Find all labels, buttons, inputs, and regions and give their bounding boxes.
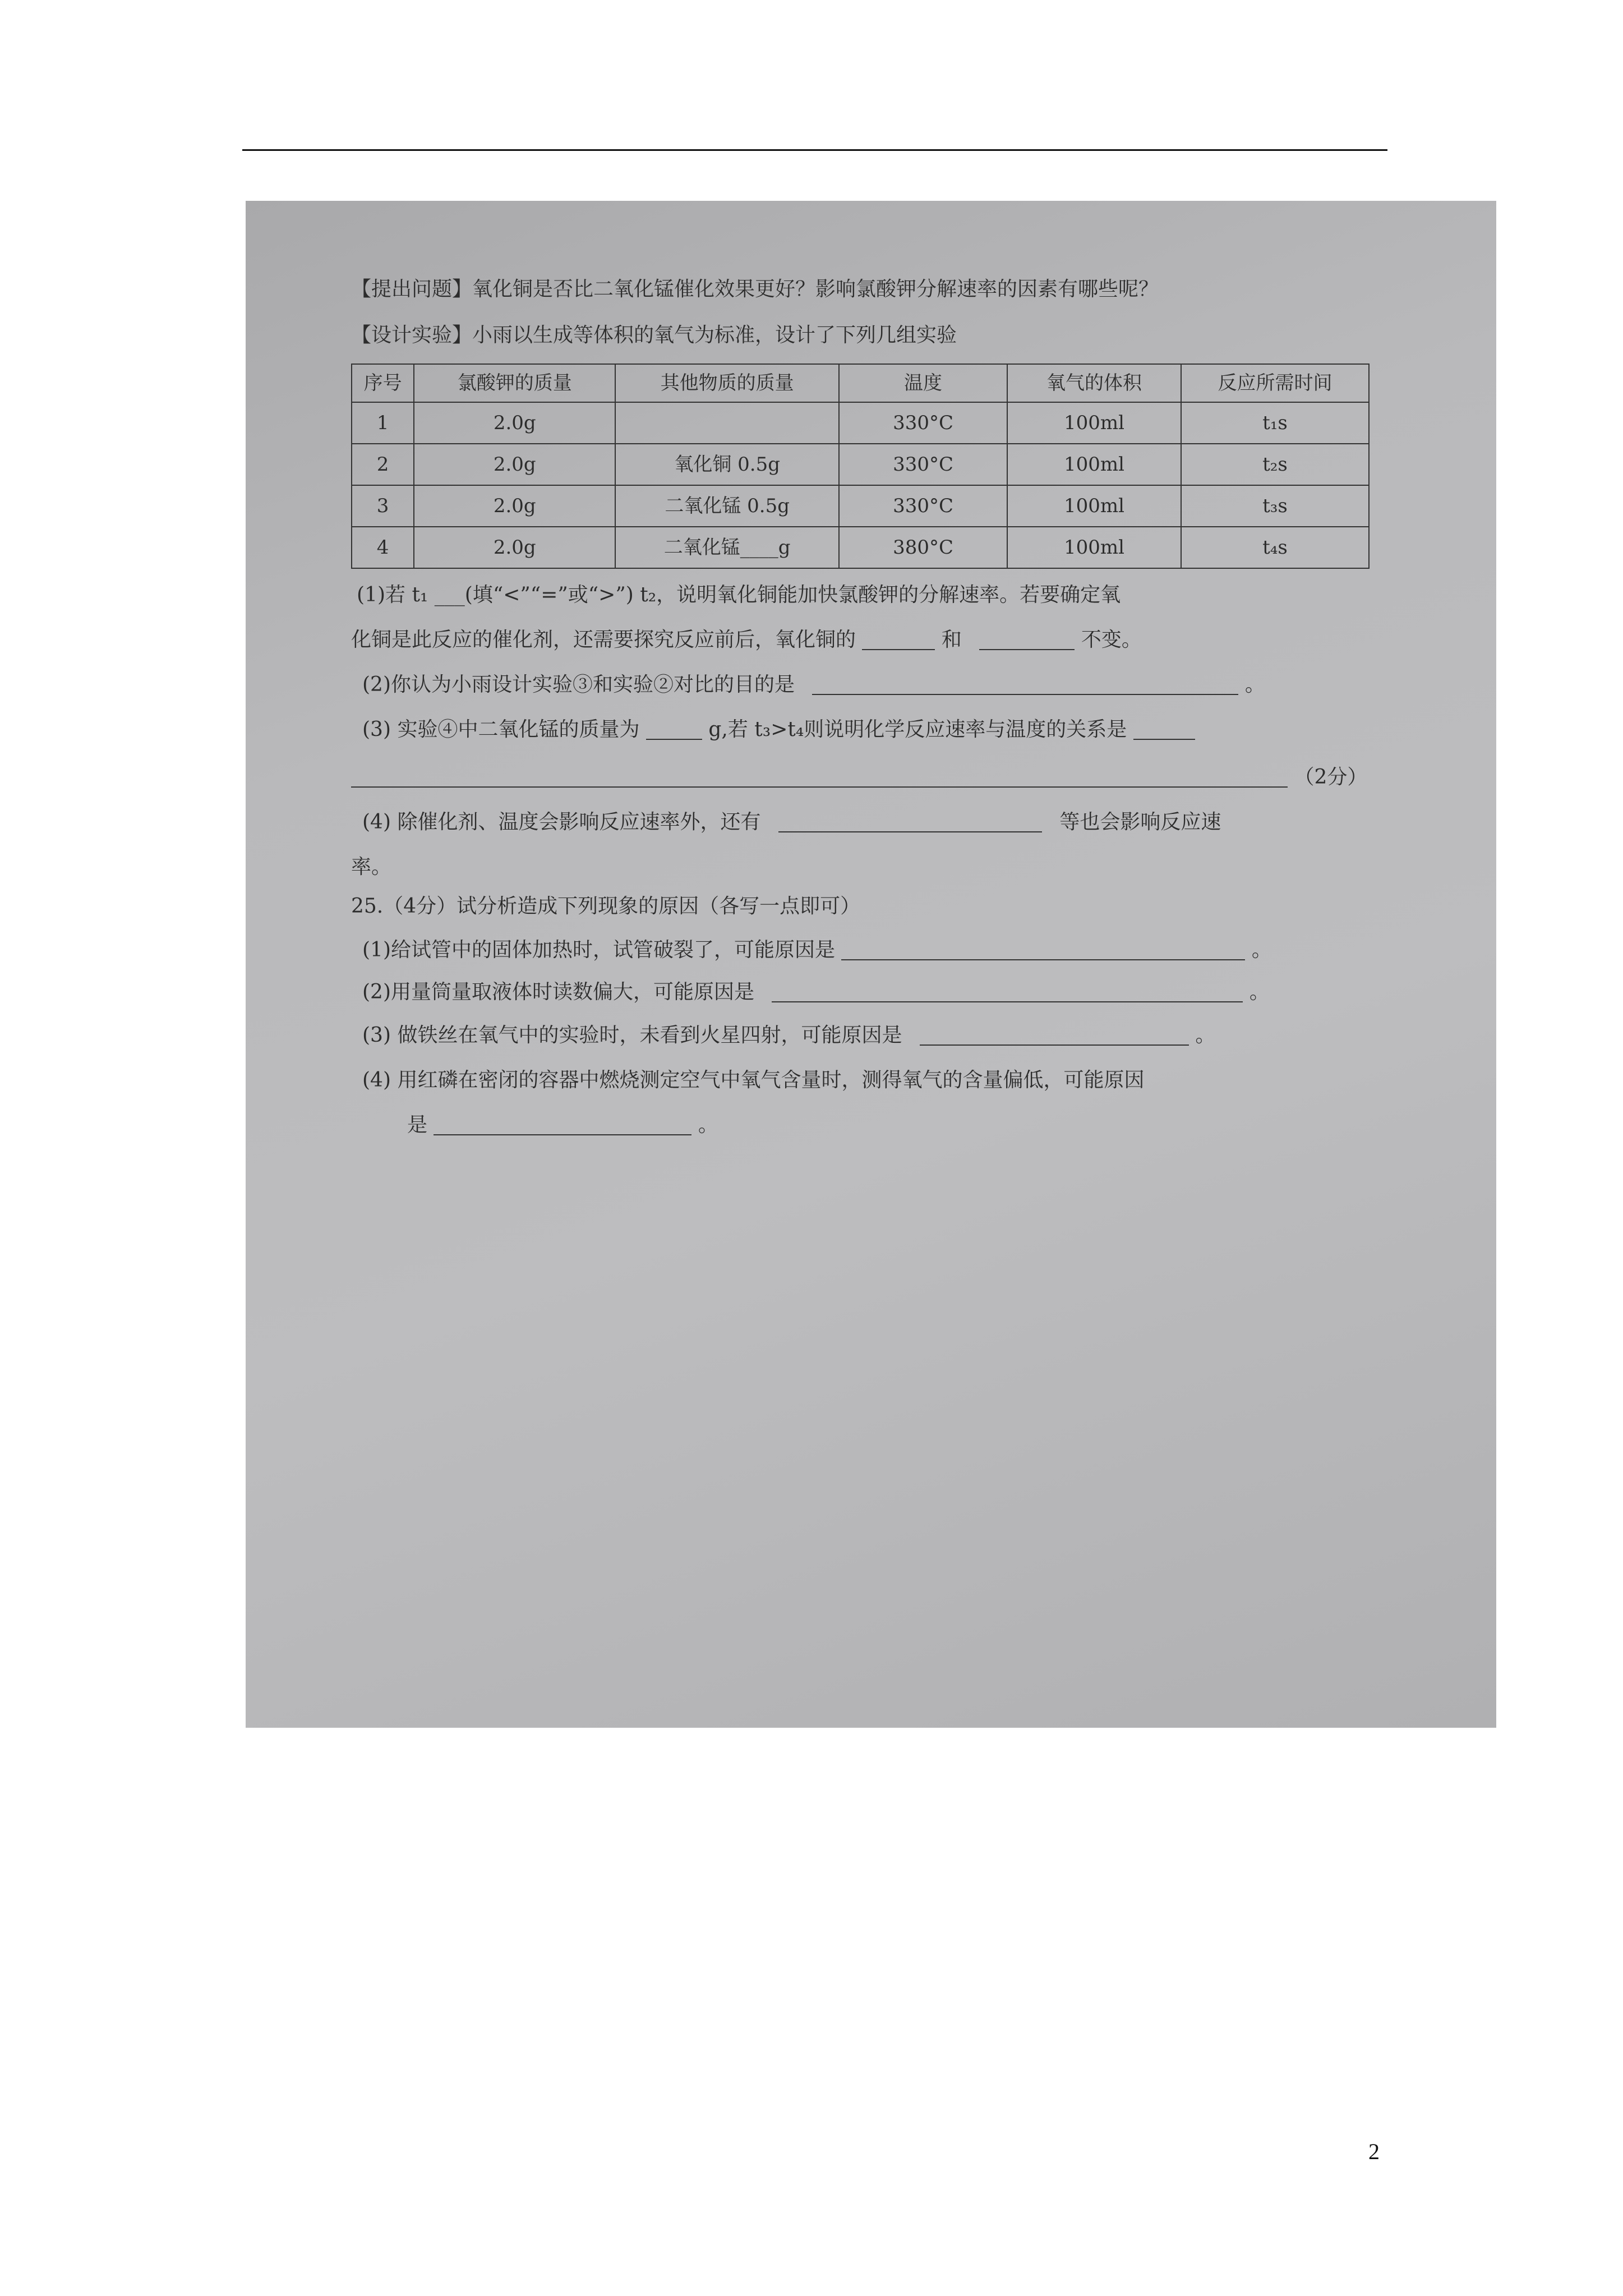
table-header-row <box>352 364 1369 402</box>
q25-item4-line-a: (4) 用红磷在密闭的容器中燃烧测定空气中氧气含量时，测得氧气的含量偏低，可能原因 <box>362 1069 1145 1092</box>
answer-blank[interactable] <box>979 630 1075 650</box>
q24-part1-text: 化铜是此反应的催化剂，还需要探究反应前后，氧化铜的 <box>351 628 856 651</box>
answer-blank[interactable] <box>862 630 935 650</box>
cell-kclo3-mass: 2.0g <box>414 485 615 527</box>
header-other-mass: 其他物质的质量 <box>615 364 839 402</box>
cell-temperature: 330°C <box>839 402 1007 444</box>
design-experiment: 【设计实验】小雨以生成等体积的氧气为标准，设计了下列几组实验 <box>351 324 957 347</box>
cell-oxygen-volume: 100ml <box>1007 485 1181 527</box>
propose-question: 【提出问题】氧化铜是否比二氧化锰催化效果更好？影响氯酸钾分解速率的因素有哪些呢？ <box>351 278 1159 301</box>
q24-part3-line-b <box>351 767 1367 788</box>
q25-item1-period: 。 <box>1251 938 1272 961</box>
header-rule <box>242 149 1387 151</box>
q24-part3 <box>362 720 1195 740</box>
cell-kclo3-mass: 2.0g <box>414 402 615 444</box>
cell-other-mass: 二氧化锰____g <box>615 527 839 568</box>
cell-temperature: 330°C <box>839 485 1007 527</box>
cell-index: 3 <box>352 485 414 527</box>
header-oxygen-volume: 氧气的体积 <box>1007 364 1181 402</box>
cell-reaction-time: t₁s <box>1181 402 1369 444</box>
q24-part3-score: （2分） <box>1294 766 1368 789</box>
q25-item4-period: 。 <box>698 1114 718 1137</box>
cell-other-mass <box>615 402 839 444</box>
header-temperature: 温度 <box>839 364 1007 402</box>
cell-oxygen-volume: 100ml <box>1007 402 1181 444</box>
table-row <box>352 402 1369 444</box>
table-row <box>352 485 1369 527</box>
q25-item3 <box>362 1025 1215 1046</box>
table-row <box>352 444 1369 485</box>
q24-part4-text: (4) 除催化剂、温度会影响反应速率外，还有 <box>362 811 761 834</box>
q25-item4-text: 是 <box>407 1114 428 1137</box>
q24-part2-period: 。 <box>1244 673 1265 696</box>
q25-item2-text: (2)用量筒量取液体时读数偏大，可能原因是 <box>362 981 754 1004</box>
q24-part2-text: (2)你认为小雨设计实验③和实验②对比的目的是 <box>362 673 795 696</box>
cell-oxygen-volume: 100ml <box>1007 527 1181 568</box>
cell-other-mass: 二氧化锰 0.5g <box>615 485 839 527</box>
cell-kclo3-mass: 2.0g <box>414 444 615 485</box>
answer-blank[interactable] <box>812 675 1238 695</box>
q24-part3-text: (3) 实验④中二氧化锰的质量为 <box>362 718 640 741</box>
cell-temperature: 330°C <box>839 444 1007 485</box>
q25-item4-line-b <box>407 1115 718 1135</box>
q25-title: 25.（4分）试分析造成下列现象的原因（各写一点即可） <box>351 895 861 918</box>
q24-part2 <box>362 675 1265 695</box>
header-reaction-time: 反应所需时间 <box>1181 364 1369 402</box>
q24-part1-end: 不变。 <box>1081 628 1142 651</box>
q25-item3-text: (3) 做铁丝在氧气中的实验时，未看到火星四射，可能原因是 <box>362 1024 902 1047</box>
q25-item2-period: 。 <box>1249 981 1270 1004</box>
header-kclo3-mass: 氯酸钾的质量 <box>414 364 615 402</box>
cell-other-mass: 氧化铜 0.5g <box>615 444 839 485</box>
q24-part1-and: 和 <box>941 628 962 651</box>
q24-part3-text-b: g,若 t₃>t₄则说明化学反应速率与温度的关系是 <box>708 718 1127 741</box>
page-number: 2 <box>1368 2139 1380 2164</box>
header-index: 序号 <box>352 364 414 402</box>
q25-item1 <box>362 940 1272 960</box>
q25-item3-period: 。 <box>1195 1024 1216 1047</box>
q24-part1-line-a: (1)若 t₁ ___(填“<”“=”或“>”) t₂，说明氧化铜能加快氯酸钾的分解速率。若要确定氧 <box>357 583 1121 606</box>
q24-part1-line-b <box>351 630 1142 650</box>
answer-blank[interactable] <box>772 982 1243 1002</box>
q24-part4 <box>362 812 1221 832</box>
cell-temperature: 380°C <box>839 527 1007 568</box>
answer-blank[interactable] <box>841 940 1245 960</box>
cell-kclo3-mass: 2.0g <box>414 527 615 568</box>
answer-blank[interactable] <box>646 720 702 740</box>
cell-index: 2 <box>352 444 414 485</box>
cell-reaction-time: t₄s <box>1181 527 1369 568</box>
answer-blank[interactable] <box>434 1115 691 1135</box>
cell-index: 4 <box>352 527 414 568</box>
cell-index: 1 <box>352 402 414 444</box>
scanned-photo <box>246 201 1496 1728</box>
q25-item1-text: (1)给试管中的固体加热时，试管破裂了，可能原因是 <box>362 938 835 961</box>
answer-blank[interactable] <box>351 767 1288 788</box>
answer-blank[interactable] <box>920 1025 1189 1046</box>
answer-blank[interactable] <box>1133 720 1195 740</box>
cell-reaction-time: t₂s <box>1181 444 1369 485</box>
q25-item2 <box>362 982 1270 1002</box>
cell-oxygen-volume: 100ml <box>1007 444 1181 485</box>
cell-reaction-time: t₃s <box>1181 485 1369 527</box>
experiment-table <box>351 364 1370 569</box>
answer-blank[interactable] <box>778 812 1042 832</box>
q24-part4-end: 率。 <box>351 855 392 878</box>
q24-part4-text-b: 等也会影响反应速 <box>1059 811 1221 834</box>
table-row <box>352 527 1369 568</box>
